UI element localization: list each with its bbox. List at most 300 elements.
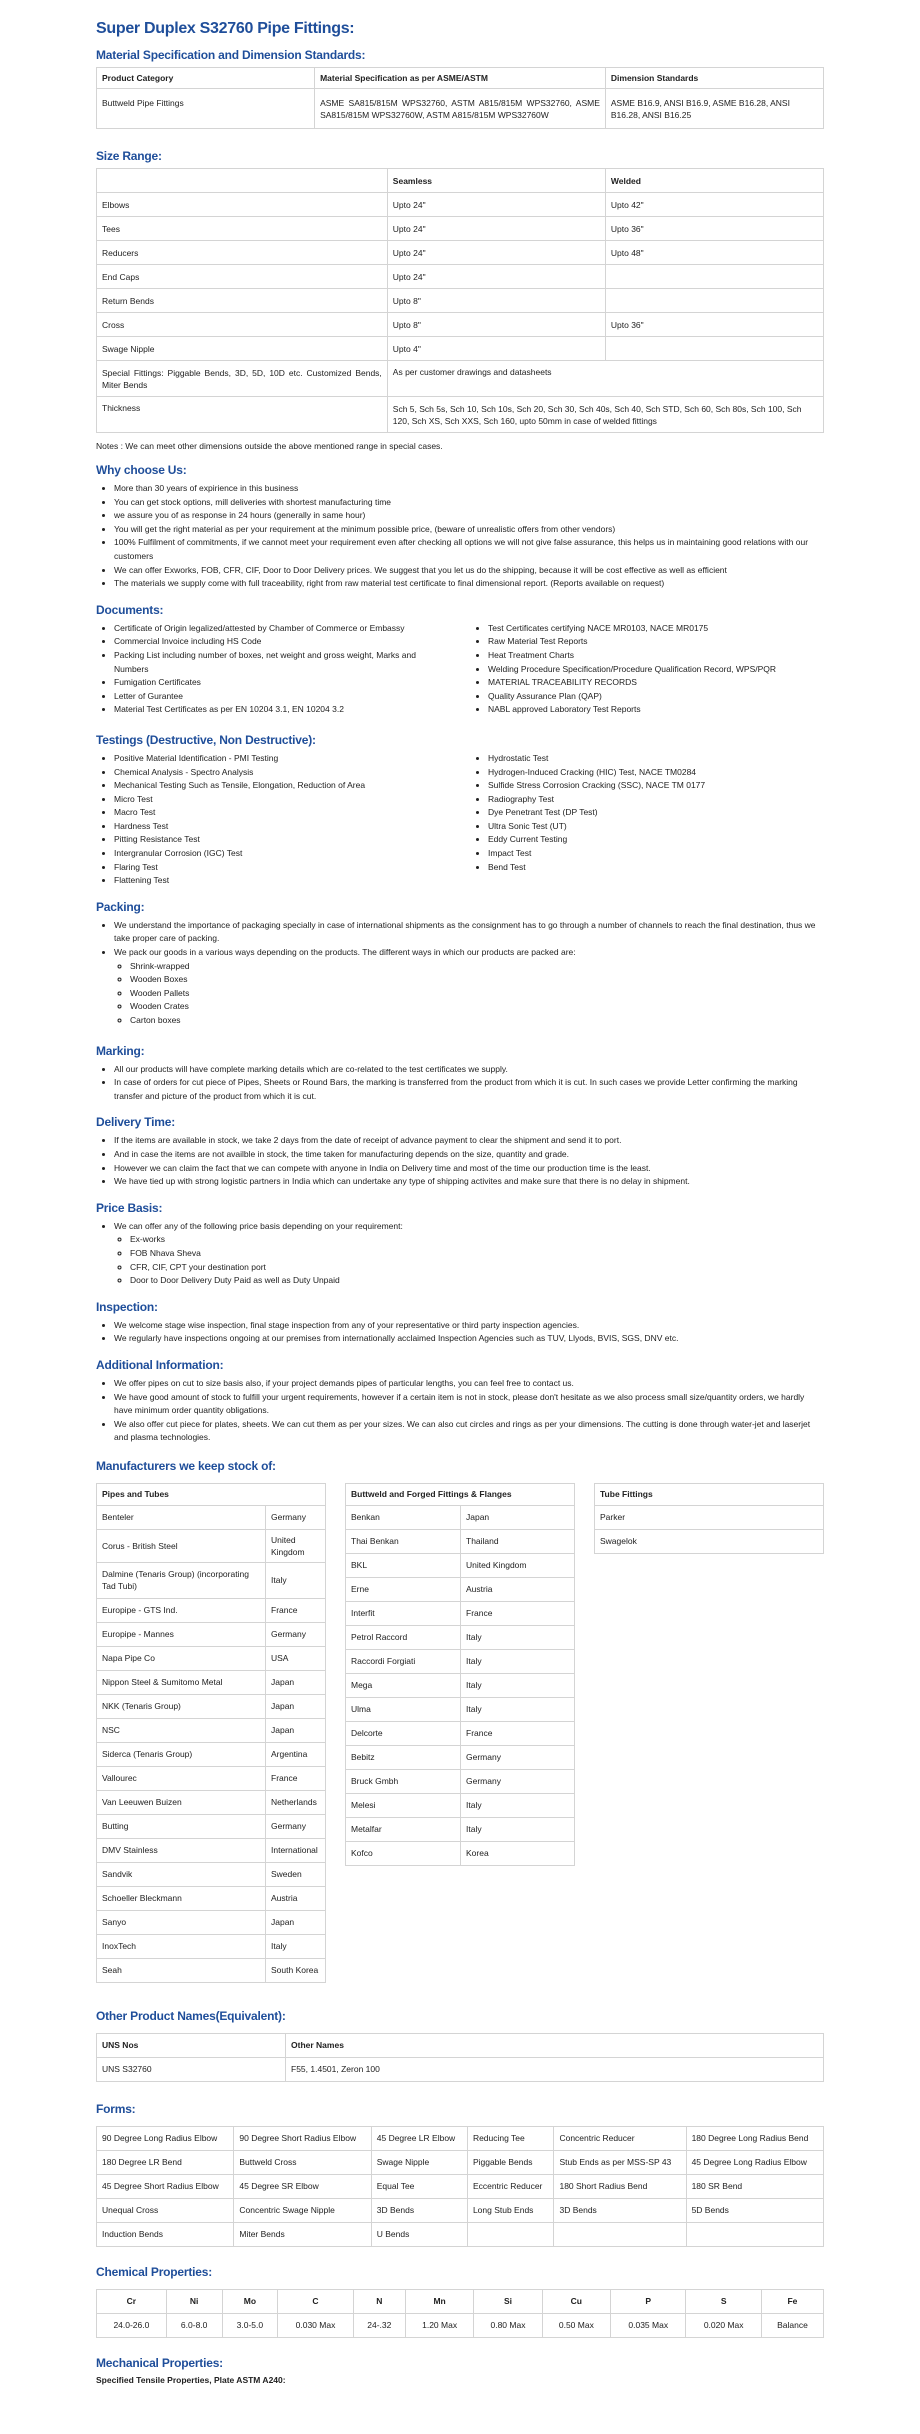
table-row bbox=[346, 1841, 575, 1865]
list-item: • Fumigation Certificates bbox=[114, 676, 450, 690]
size-range-heading: Size Range: bbox=[96, 149, 162, 163]
table-row bbox=[97, 1934, 326, 1958]
table-row bbox=[97, 1529, 326, 1562]
table-row bbox=[595, 1529, 824, 1553]
why-list bbox=[114, 482, 824, 591]
material-spec-table bbox=[96, 67, 824, 129]
list-item: • Intergranular Corrosion (IGC) Test bbox=[114, 847, 450, 861]
table-cell bbox=[605, 289, 823, 313]
list-item: • All our products will have complete marking details which are co-related to the test certificates we supply. bbox=[114, 1063, 824, 1077]
manufacturers-heading: Manufacturers we keep stock of: bbox=[96, 1458, 276, 1473]
list-item: • We welcome stage wise inspection, final stage inspection from any of your representative or third party inspection agencies. bbox=[114, 1319, 824, 1333]
table-header: P bbox=[611, 2289, 686, 2313]
table-cell: Upto 24" bbox=[387, 217, 605, 241]
table-cell: Japan bbox=[266, 1694, 326, 1718]
table-cell: NSC bbox=[97, 1718, 266, 1742]
table-cell: Upto 4" bbox=[387, 337, 605, 361]
list-item: • 100% Fulfilment of commitments, if we cannot meet your requirement even after checking all options we will not give false assurance, this helps us in maintaining good relations with our customers bbox=[114, 536, 824, 563]
table-cell: UNS S32760 bbox=[97, 2057, 286, 2081]
table-row bbox=[97, 1958, 326, 1982]
documents-heading: Documents: bbox=[96, 602, 164, 617]
table-cell: Sanyo bbox=[97, 1910, 266, 1934]
table-row bbox=[346, 1697, 575, 1721]
table-cell: Concentric Swage Nipple bbox=[234, 2198, 371, 2222]
list-item: • Commercial Invoice including HS Code bbox=[114, 635, 450, 649]
table-header: N bbox=[353, 2289, 405, 2313]
table-header: Mn bbox=[405, 2289, 473, 2313]
list-item: • Hydrogen-Induced Cracking (HIC) Test, NACE TM0284 bbox=[488, 766, 824, 780]
pipes-tubes-table bbox=[96, 1483, 326, 1983]
table-cell: Italy bbox=[461, 1625, 575, 1649]
table-cell: International bbox=[266, 1838, 326, 1862]
table-header: Product Category bbox=[97, 68, 315, 89]
table-row bbox=[97, 289, 824, 313]
table-cell: Austria bbox=[461, 1577, 575, 1601]
table-row bbox=[97, 89, 824, 129]
table-row bbox=[97, 1790, 326, 1814]
table-cell: France bbox=[461, 1601, 575, 1625]
list-item: • Flattening Test bbox=[114, 874, 450, 888]
list-item: • Macro Test bbox=[114, 806, 450, 820]
table-cell: Upto 42" bbox=[605, 193, 823, 217]
table-cell: Vallourec bbox=[97, 1766, 266, 1790]
sub-list-item: ◦ Shrink-wrapped bbox=[130, 960, 824, 974]
table-cell: InoxTech bbox=[97, 1934, 266, 1958]
size-range-note: Notes : We can meet other dimensions outside the above mentioned range in special cases. bbox=[96, 441, 443, 451]
table-cell: Italy bbox=[461, 1673, 575, 1697]
table-cell: Elbows bbox=[97, 193, 388, 217]
table-cell: Buttweld Pipe Fittings bbox=[97, 89, 315, 129]
table-header: Pipes and Tubes bbox=[97, 1483, 326, 1505]
table-cell: Italy bbox=[461, 1817, 575, 1841]
inspection-list bbox=[114, 1319, 824, 1346]
table-cell: 45 Degree Short Radius Elbow bbox=[97, 2174, 234, 2198]
table-cell: Balance bbox=[761, 2313, 823, 2337]
table-cell: Eccentric Reducer bbox=[467, 2174, 554, 2198]
table-cell bbox=[605, 337, 823, 361]
table-cell: Stub Ends as per MSS-SP 43 bbox=[554, 2150, 686, 2174]
table-cell: Seah bbox=[97, 1958, 266, 1982]
table-cell: 45 Degree SR Elbow bbox=[234, 2174, 371, 2198]
table-cell: Japan bbox=[461, 1505, 575, 1529]
list-item: • More than 30 years of expirience in this business bbox=[114, 482, 824, 496]
testings-columns bbox=[96, 752, 824, 888]
table-row bbox=[346, 1577, 575, 1601]
table-cell: NKK (Tenaris Group) bbox=[97, 1694, 266, 1718]
other-names-heading: Other Product Names(Equivalent): bbox=[96, 2008, 286, 2023]
table-row bbox=[346, 1817, 575, 1841]
table-cell: Piggable Bends bbox=[467, 2150, 554, 2174]
list-item: • Welding Procedure Specification/Procedure Qualification Record, WPS/PQR bbox=[488, 663, 824, 677]
size-range-table bbox=[96, 168, 824, 433]
sub-list-item: ◦ Carton boxes bbox=[130, 1014, 824, 1028]
price-list bbox=[114, 1220, 824, 1288]
list-item: • Positive Material Identification - PMI Testing bbox=[114, 752, 450, 766]
list-item: • Packing List including number of boxes, net weight and gross weight, Marks and Numbers bbox=[114, 649, 450, 676]
table-cell: Germany bbox=[266, 1814, 326, 1838]
table-header: UNS Nos bbox=[97, 2033, 286, 2057]
table-cell: Korea bbox=[461, 1841, 575, 1865]
list-item: • If the items are available in stock, we take 2 days from the date of receipt of advance payment to clear the shipment and send it to port. bbox=[114, 1134, 824, 1148]
table-row bbox=[346, 1673, 575, 1697]
other-names-table bbox=[96, 2033, 824, 2082]
table-cell: 5D Bends bbox=[686, 2198, 823, 2222]
table-row bbox=[346, 1745, 575, 1769]
list-item-text: We can offer any of the following price basis depending on your requirement: bbox=[114, 1220, 403, 1231]
list-item: • The materials we supply come with full traceability, right from raw material test certificate to final dimensional report. (Reports available on request) bbox=[114, 577, 824, 591]
packing-list bbox=[114, 919, 824, 1028]
table-cell: 45 Degree Long Radius Elbow bbox=[686, 2150, 823, 2174]
table-cell: Napa Pipe Co bbox=[97, 1646, 266, 1670]
marking-list bbox=[114, 1063, 824, 1104]
table-row bbox=[97, 2174, 824, 2198]
table-cell: Interfit bbox=[346, 1601, 461, 1625]
table-cell: Swagelok bbox=[595, 1529, 824, 1553]
table-cell: End Caps bbox=[97, 265, 388, 289]
table-header: S bbox=[686, 2289, 761, 2313]
table-header: Material Specification as per ASME/ASTM bbox=[315, 68, 606, 89]
table-cell: 3D Bends bbox=[371, 2198, 467, 2222]
table-cell: USA bbox=[266, 1646, 326, 1670]
table-cell: 24.0-26.0 bbox=[97, 2313, 167, 2337]
table-cell: 180 Short Radius Bend bbox=[554, 2174, 686, 2198]
table-row bbox=[97, 2150, 824, 2174]
list-item: • Raw Material Test Reports bbox=[488, 635, 824, 649]
table-cell: Netherlands bbox=[266, 1790, 326, 1814]
table-cell: Delcorte bbox=[346, 1721, 461, 1745]
table-row bbox=[97, 1742, 326, 1766]
table-cell: Italy bbox=[461, 1649, 575, 1673]
list-item: • MATERIAL TRACEABILITY RECORDS bbox=[488, 676, 824, 690]
testings-list-right bbox=[488, 752, 824, 888]
table-cell: Parker bbox=[595, 1505, 824, 1529]
table-cell: France bbox=[266, 1766, 326, 1790]
table-header: Cr bbox=[97, 2289, 167, 2313]
table-row bbox=[97, 1622, 326, 1646]
list-item: • Chemical Analysis - Spectro Analysis bbox=[114, 766, 450, 780]
list-item: • Micro Test bbox=[114, 793, 450, 807]
table-cell: Petrol Raccord bbox=[346, 1625, 461, 1649]
table-cell: 180 SR Bend bbox=[686, 2174, 823, 2198]
table-row bbox=[346, 1769, 575, 1793]
list-item: • Hardness Test bbox=[114, 820, 450, 834]
table-cell: Ulma bbox=[346, 1697, 461, 1721]
table-cell: Butting bbox=[97, 1814, 266, 1838]
table-cell: Long Stub Ends bbox=[467, 2198, 554, 2222]
table-cell: United Kingdom bbox=[266, 1529, 326, 1562]
table-cell: Reducers bbox=[97, 241, 388, 265]
table-row bbox=[97, 2222, 824, 2246]
page-title: Super Duplex S32760 Pipe Fittings: bbox=[96, 20, 355, 37]
table-header: Dimension Standards bbox=[605, 68, 823, 89]
table-row bbox=[97, 397, 824, 433]
list-item: • We understand the importance of packaging specially in case of international shipments as the consignment has to go through a number of channels to reach the final destination, thus we take proper care of packing. bbox=[114, 919, 824, 946]
table-row bbox=[346, 1793, 575, 1817]
table-cell: Germany bbox=[266, 1505, 326, 1529]
list-item: • We regularly have inspections ongoing at our premises from internationally acclaimed Inspection Agencies such as TUV, Llyods, BVIS, SGS, DNV etc. bbox=[114, 1332, 824, 1346]
table-cell bbox=[605, 265, 823, 289]
table-row bbox=[97, 1562, 326, 1598]
delivery-heading: Delivery Time: bbox=[96, 1115, 176, 1130]
table-cell: Austria bbox=[266, 1886, 326, 1910]
table-cell: Swage Nipple bbox=[371, 2150, 467, 2174]
table-cell: Special Fittings: Piggable Bends, 3D, 5D, 10D etc. Customized Bends, Miter Bends bbox=[97, 361, 388, 397]
table-cell bbox=[554, 2222, 686, 2246]
table-cell: Miter Bends bbox=[234, 2222, 371, 2246]
table-cell: Buttweld Cross bbox=[234, 2150, 371, 2174]
table-cell: Return Bends bbox=[97, 289, 388, 313]
table-cell: 0.030 Max bbox=[278, 2313, 353, 2337]
sub-list-item: ◦ Wooden Pallets bbox=[130, 987, 824, 1001]
list-item: • Impact Test bbox=[488, 847, 824, 861]
table-cell: Van Leeuwen Buizen bbox=[97, 1790, 266, 1814]
table-cell: 0.50 Max bbox=[542, 2313, 610, 2337]
table-cell: Upto 48" bbox=[605, 241, 823, 265]
table-cell: Nippon Steel & Sumitomo Metal bbox=[97, 1670, 266, 1694]
table-cell: Bebitz bbox=[346, 1745, 461, 1769]
table-cell: Cross bbox=[97, 313, 388, 337]
table-row bbox=[346, 1601, 575, 1625]
table-row bbox=[97, 2057, 824, 2081]
list-item: • Dye Penetrant Test (DP Test) bbox=[488, 806, 824, 820]
table-cell: Melesi bbox=[346, 1793, 461, 1817]
table-cell: Japan bbox=[266, 1718, 326, 1742]
table-row bbox=[97, 337, 824, 361]
table-row bbox=[97, 313, 824, 337]
table-cell: As per customer drawings and datasheets bbox=[387, 361, 823, 397]
table-cell: 24-.32 bbox=[353, 2313, 405, 2337]
list-item: • Ultra Sonic Test (UT) bbox=[488, 820, 824, 834]
table-cell: Thailand bbox=[461, 1529, 575, 1553]
table-cell: 0.035 Max bbox=[611, 2313, 686, 2337]
table-cell: France bbox=[461, 1721, 575, 1745]
table-cell: Raccordi Forgiati bbox=[346, 1649, 461, 1673]
table-cell: 1.20 Max bbox=[405, 2313, 473, 2337]
list-item: • Quality Assurance Plan (QAP) bbox=[488, 690, 824, 704]
table-cell: Europipe - GTS Ind. bbox=[97, 1598, 266, 1622]
table-cell: Thai Benkan bbox=[346, 1529, 461, 1553]
documents-list-right bbox=[488, 622, 824, 717]
table-cell: 90 Degree Long Radius Elbow bbox=[97, 2126, 234, 2150]
table-header bbox=[97, 169, 388, 193]
table-cell: Europipe - Mannes bbox=[97, 1622, 266, 1646]
table-row bbox=[595, 1505, 824, 1529]
list-item: • Letter of Gurantee bbox=[114, 690, 450, 704]
table-cell: Upto 36" bbox=[605, 313, 823, 337]
table-cell: Induction Bends bbox=[97, 2222, 234, 2246]
buttweld-fittings-table bbox=[345, 1483, 575, 1866]
table-row bbox=[97, 1838, 326, 1862]
table-cell: Japan bbox=[266, 1670, 326, 1694]
table-cell: Concentric Reducer bbox=[554, 2126, 686, 2150]
table-cell: United Kingdom bbox=[461, 1553, 575, 1577]
table-cell: Dalmine (Tenaris Group) (incorporating Tad Tubi) bbox=[97, 1562, 266, 1598]
table-row bbox=[97, 1598, 326, 1622]
table-cell: Italy bbox=[266, 1562, 326, 1598]
table-cell: France bbox=[266, 1598, 326, 1622]
table-cell: Bruck Gmbh bbox=[346, 1769, 461, 1793]
table-header: C bbox=[278, 2289, 353, 2313]
table-cell: 0.80 Max bbox=[474, 2313, 542, 2337]
list-item: • Radiography Test bbox=[488, 793, 824, 807]
table-cell: Benkan bbox=[346, 1505, 461, 1529]
mechanical-subheading: Specified Tensile Properties, Plate ASTM A240: bbox=[96, 2374, 286, 2385]
table-header: Buttweld and Forged Fittings & Flanges bbox=[346, 1483, 575, 1505]
list-item: • Pitting Resistance Test bbox=[114, 833, 450, 847]
list-item: • And in case the items are not availble in stock, the time taken for manufacturing depends on the size, quantity and grade. bbox=[114, 1148, 824, 1162]
list-item: • Test Certificates certifying NACE MR0103, NACE MR0175 bbox=[488, 622, 824, 636]
table-cell: Kofco bbox=[346, 1841, 461, 1865]
table-header: Ni bbox=[166, 2289, 222, 2313]
table-row bbox=[346, 1505, 575, 1529]
list-item: • In case of orders for cut piece of Pipes, Sheets or Round Bars, the marking is transferred from the product from which it is cut. In such cases we provide Letter confirming the marking transfer and picture of the product from which it is cut. bbox=[114, 1076, 824, 1103]
table-cell: Italy bbox=[266, 1934, 326, 1958]
list-item: • Material Test Certificates as per EN 10204 3.1, EN 10204 3.2 bbox=[114, 703, 450, 717]
table-row bbox=[97, 2198, 824, 2222]
table-cell: Thickness bbox=[97, 397, 388, 433]
table-row bbox=[97, 241, 824, 265]
table-cell: 3D Bends bbox=[554, 2198, 686, 2222]
list-item bbox=[114, 946, 824, 1028]
packing-sublist bbox=[130, 960, 824, 1028]
documents-columns bbox=[96, 622, 824, 717]
table-cell bbox=[686, 2222, 823, 2246]
table-row bbox=[97, 1814, 326, 1838]
table-header: Other Names bbox=[286, 2033, 824, 2057]
price-heading: Price Basis: bbox=[96, 1200, 163, 1215]
list-item: • We can offer Exworks, FOB, CFR, CIF, Door to Door Delivery prices. We suggest that you let us do the shipping, because it will be cost effective as well as efficient bbox=[114, 564, 824, 578]
list-item: • We have tied up with strong logistic partners in India which can undertake any type of shipping activites and make sure that there is no delay in shipment. bbox=[114, 1175, 824, 1189]
sub-list-item: ◦ Door to Door Delivery Duty Paid as well as Duty Unpaid bbox=[130, 1274, 824, 1288]
table-row bbox=[97, 193, 824, 217]
table-row bbox=[97, 361, 824, 397]
sub-list-item: ◦ Ex-works bbox=[130, 1233, 824, 1247]
table-cell: 180 Degree LR Bend bbox=[97, 2150, 234, 2174]
packing-heading: Packing: bbox=[96, 899, 145, 914]
table-row bbox=[97, 1910, 326, 1934]
list-item bbox=[114, 1220, 824, 1288]
table-row bbox=[346, 1529, 575, 1553]
table-cell: Tees bbox=[97, 217, 388, 241]
sub-list-item: ◦ Wooden Boxes bbox=[130, 973, 824, 987]
list-item: • Sulfide Stress Corrosion Cracking (SSC), NACE TM 0177 bbox=[488, 779, 824, 793]
table-row bbox=[97, 2313, 824, 2337]
table-cell: DMV Stainless bbox=[97, 1838, 266, 1862]
table-cell: Corus - British Steel bbox=[97, 1529, 266, 1562]
table-cell: 180 Degree Long Radius Bend bbox=[686, 2126, 823, 2150]
table-header: Cu bbox=[542, 2289, 610, 2313]
table-header: Mo bbox=[222, 2289, 278, 2313]
mechanical-heading: Mechanical Properties: bbox=[96, 2355, 223, 2370]
table-header: Si bbox=[474, 2289, 542, 2313]
table-cell: Argentina bbox=[266, 1742, 326, 1766]
table-row bbox=[97, 2126, 824, 2150]
table-row bbox=[97, 1886, 326, 1910]
list-item: • Eddy Current Testing bbox=[488, 833, 824, 847]
table-cell: ASME SA815/815M WPS32760, ASTM A815/815M WPS32760, ASME SA815/815M WPS32760W, ASTM A815/815M WPS32760W bbox=[315, 89, 606, 129]
list-item: • You will get the right material as per your requirement at the minimum possible price, (beware of unrealistic offers from other vendors) bbox=[114, 523, 824, 537]
table-row bbox=[346, 1625, 575, 1649]
testings-list-left bbox=[114, 752, 470, 888]
table-cell: Upto 24" bbox=[387, 265, 605, 289]
table-cell: Germany bbox=[461, 1769, 575, 1793]
table-cell: Upto 8" bbox=[387, 313, 605, 337]
why-heading: Why choose Us: bbox=[96, 463, 187, 477]
table-cell: Schoeller Bleckmann bbox=[97, 1886, 266, 1910]
table-cell: Germany bbox=[461, 1745, 575, 1769]
table-cell: 0.020 Max bbox=[686, 2313, 761, 2337]
table-cell: Japan bbox=[266, 1910, 326, 1934]
table-cell: Equal Tee bbox=[371, 2174, 467, 2198]
table-cell: Upto 24" bbox=[387, 241, 605, 265]
additional-list bbox=[114, 1377, 824, 1445]
table-cell: Siderca (Tenaris Group) bbox=[97, 1742, 266, 1766]
table-row bbox=[97, 1718, 326, 1742]
table-cell: BKL bbox=[346, 1553, 461, 1577]
table-cell: 6.0-8.0 bbox=[166, 2313, 222, 2337]
list-item: • We offer pipes on cut to size basis also, if your project demands pipes of particular lengths, you can feel free to contact us. bbox=[114, 1377, 824, 1391]
chemical-table bbox=[96, 2289, 824, 2338]
table-cell: Sweden bbox=[266, 1862, 326, 1886]
manufacturers-tables bbox=[96, 1483, 824, 1983]
list-item: • we assure you of as response in 24 hours (generally in same hour) bbox=[114, 509, 824, 523]
table-cell: Germany bbox=[266, 1622, 326, 1646]
tube-fittings-table bbox=[594, 1483, 824, 1554]
list-item: • Bend Test bbox=[488, 861, 824, 875]
table-header: Seamless bbox=[387, 169, 605, 193]
table-row bbox=[97, 1646, 326, 1670]
table-row bbox=[346, 1649, 575, 1673]
list-item: • NABL approved Laboratory Test Reports bbox=[488, 703, 824, 717]
table-row bbox=[97, 1862, 326, 1886]
table-row bbox=[97, 1670, 326, 1694]
table-cell: Upto 36" bbox=[605, 217, 823, 241]
list-item: • Certificate of Origin legalized/attested by Chamber of Commerce or Embassy bbox=[114, 622, 450, 636]
price-sublist bbox=[130, 1233, 824, 1287]
list-item: • Hydrostatic Test bbox=[488, 752, 824, 766]
table-row bbox=[346, 1553, 575, 1577]
table-row bbox=[97, 1505, 326, 1529]
table-row bbox=[97, 265, 824, 289]
sub-list-item: ◦ Wooden Crates bbox=[130, 1000, 824, 1014]
material-spec-heading: Material Specification and Dimension Standards: bbox=[96, 48, 366, 62]
table-cell: Mega bbox=[346, 1673, 461, 1697]
list-item: • You can get stock options, mill deliveries with shortest manufacturing time bbox=[114, 496, 824, 510]
table-cell: Unequal Cross bbox=[97, 2198, 234, 2222]
table-cell: 90 Degree Short Radius Elbow bbox=[234, 2126, 371, 2150]
table-row bbox=[97, 217, 824, 241]
marking-heading: Marking: bbox=[96, 1043, 145, 1058]
table-cell: Erne bbox=[346, 1577, 461, 1601]
table-cell bbox=[467, 2222, 554, 2246]
table-header: Welded bbox=[605, 169, 823, 193]
table-cell: Upto 24" bbox=[387, 193, 605, 217]
delivery-list bbox=[114, 1134, 824, 1188]
additional-heading: Additional Information: bbox=[96, 1357, 224, 1372]
sub-list-item: ◦ CFR, CIF, CPT your destination port bbox=[130, 1261, 824, 1275]
forms-table bbox=[96, 2126, 824, 2247]
table-cell: 45 Degree LR Elbow bbox=[371, 2126, 467, 2150]
list-item: • Flaring Test bbox=[114, 861, 450, 875]
table-cell: U Bends bbox=[371, 2222, 467, 2246]
table-row bbox=[346, 1721, 575, 1745]
table-row bbox=[97, 1766, 326, 1790]
table-cell: Swage Nipple bbox=[97, 337, 388, 361]
table-cell: Sch 5, Sch 5s, Sch 10, Sch 10s, Sch 20, Sch 30, Sch 40s, Sch 40, Sch STD, Sch 60, Sch 80s, Sch 100, Sch 120, Sch XS, Sch XXS, Sch 160, upto 50mm in case of welded fittings bbox=[387, 397, 823, 433]
table-row bbox=[97, 1694, 326, 1718]
list-item: • Mechanical Testing Such as Tensile, Elongation, Reduction of Area bbox=[114, 779, 450, 793]
sub-list-item: ◦ FOB Nhava Sheva bbox=[130, 1247, 824, 1261]
